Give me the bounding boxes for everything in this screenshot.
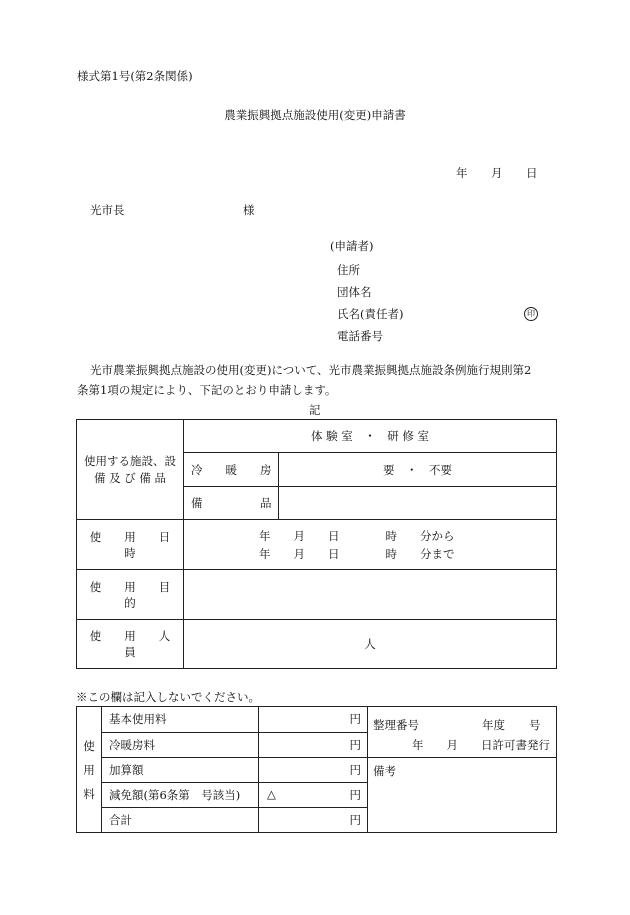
ki-label: 記: [309, 403, 321, 417]
reference-label: 整理番号: [373, 718, 419, 732]
fee-row-label: 基本使用料: [102, 707, 259, 733]
applicant-phone-label: 電話番号: [337, 329, 383, 343]
equipment-label: 備 品: [184, 487, 279, 520]
addressee-name: 光市長: [90, 203, 125, 217]
applicant-address-label: 住所: [337, 263, 360, 277]
fee-row-label: 冷暖房料: [102, 732, 259, 758]
applicant-name-label: 氏名(責任者): [337, 307, 404, 321]
application-table: [76, 419, 557, 669]
fee-row-amount[interactable]: 円: [259, 707, 368, 733]
people-label: 使 用 人 員: [77, 620, 184, 669]
date-month: 月: [491, 166, 503, 180]
usage-date-to: 年 月 日 時 分まで: [259, 546, 455, 561]
page-title: 農業振興拠点施設使用(変更)申請書: [224, 108, 406, 122]
fee-row-amount[interactable]: 円: [259, 808, 368, 833]
rooms-cell[interactable]: 体 験 室 ・ 研 修 室: [184, 420, 557, 453]
body-text-line2: 条第1項の規定により、下記のとおり申請します。: [77, 383, 337, 397]
body-text-line1: 光市農業振興拠点施設の使用(変更)について、光市農業振興拠点施設条例施行規則第2: [90, 363, 532, 377]
usage-date-field[interactable]: [184, 520, 557, 570]
fee-side-label: 使 用 料: [77, 707, 102, 833]
remarks-cell[interactable]: [368, 758, 557, 833]
people-unit: 人: [364, 637, 376, 651]
facility-label-line2: 備 及 び 備 品: [93, 470, 167, 485]
reference-number: 号: [529, 718, 541, 732]
fee-row-amount[interactable]: 円: [259, 758, 368, 783]
reference-year: 年度: [482, 718, 505, 732]
fee-row-amount[interactable]: △ 円: [259, 783, 368, 808]
applicant-organization-label: 団体名: [337, 285, 372, 299]
applicant-heading: (申請者): [330, 239, 374, 253]
usage-date-label: 使 用 日 時: [77, 520, 184, 570]
office-use-note: ※この欄は記入しないでください。: [76, 690, 260, 704]
equipment-field[interactable]: [279, 487, 557, 520]
usage-date-from: 年 月 日 時 分から: [259, 528, 455, 543]
people-field[interactable]: [184, 620, 557, 669]
addressee-suffix: 様: [243, 203, 255, 217]
purpose-field[interactable]: [184, 570, 557, 620]
form-number: 様式第1号(第2条関係): [77, 69, 193, 83]
aircon-value[interactable]: 要 ・ 不要: [279, 453, 557, 487]
fee-row-label: 減免額(第6条第 号該当): [102, 783, 259, 808]
remarks-label: 備考: [373, 764, 396, 778]
deduction-mark: △: [267, 787, 276, 801]
fee-row-amount[interactable]: 円: [259, 732, 368, 758]
fee-row-label: 合計: [102, 808, 259, 833]
date-year: 年: [456, 166, 468, 180]
fee-row-label: 加算額: [102, 758, 259, 783]
fee-table: [76, 706, 557, 833]
permit-issue-line: 年 月 日許可書発行: [412, 738, 550, 752]
aircon-label: 冷 暖 房: [184, 453, 279, 487]
facility-label-line1: 使用する施設、設: [84, 453, 176, 468]
seal-mark: 印: [524, 307, 538, 321]
reference-cell: [368, 707, 557, 758]
date-day: 日: [526, 166, 538, 180]
facility-label-cell: [77, 420, 184, 520]
purpose-label: 使 用 目 的: [77, 570, 184, 620]
